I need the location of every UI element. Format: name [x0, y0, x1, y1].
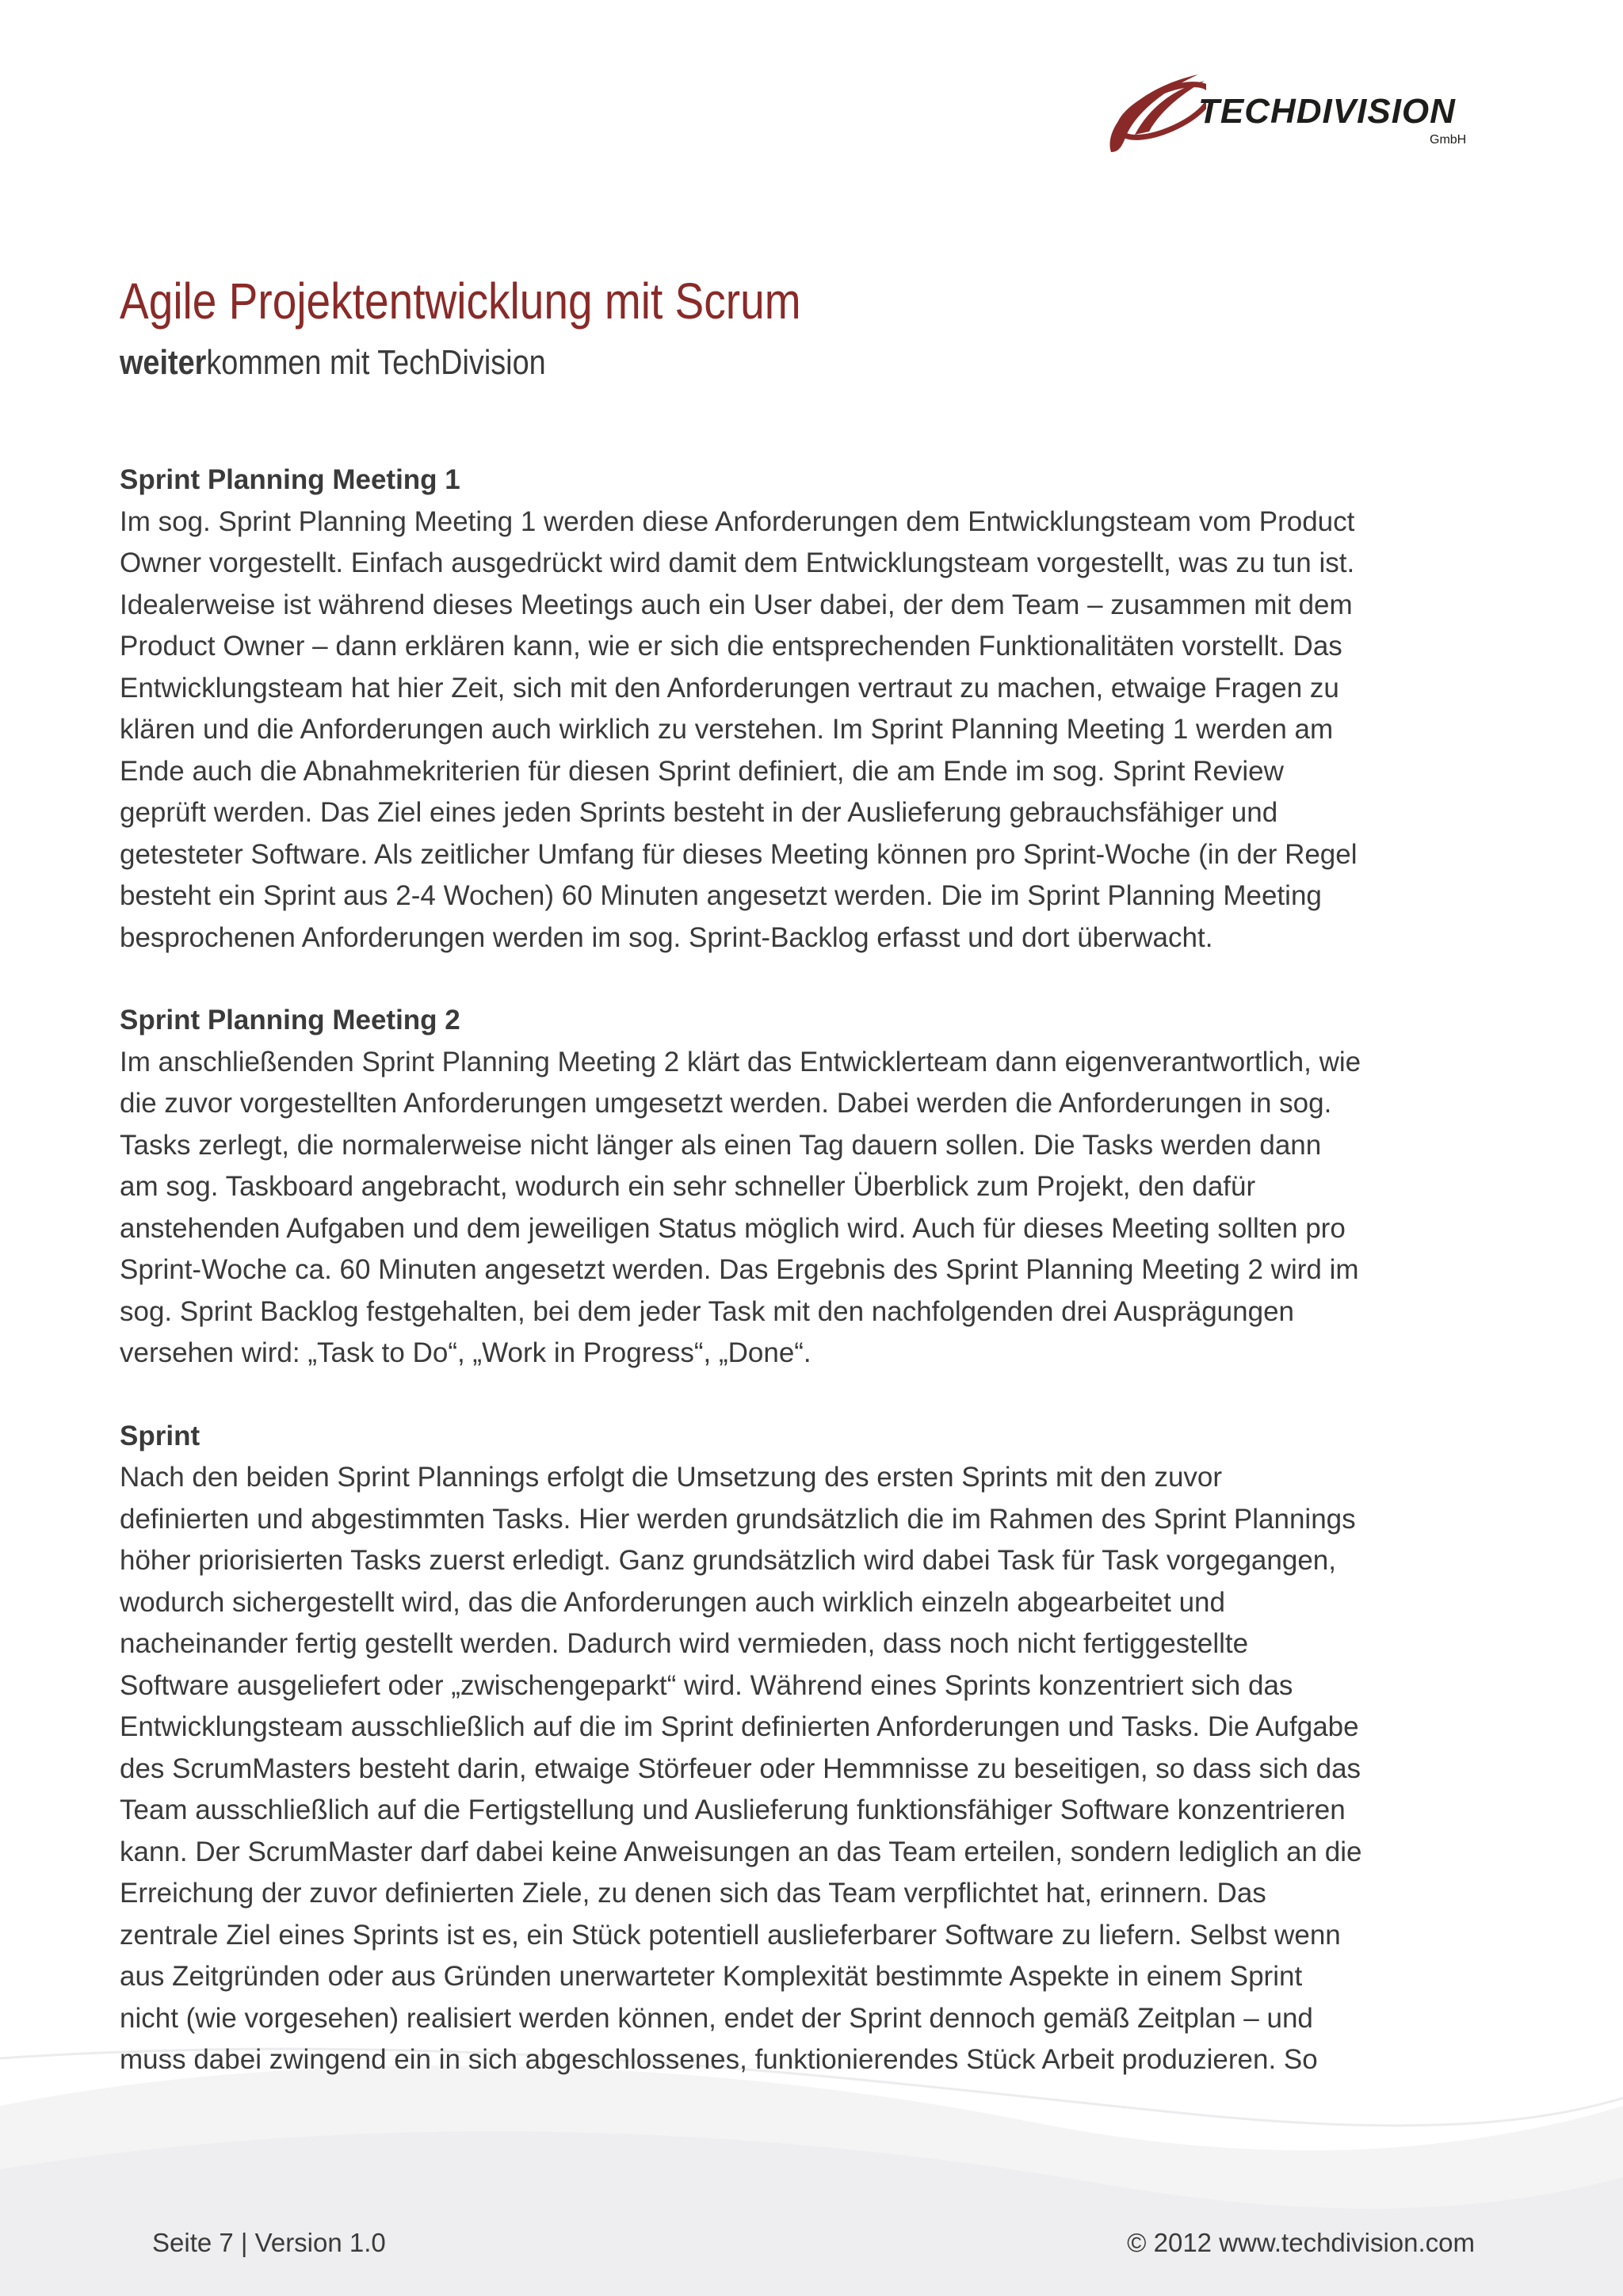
section-sprint-planning-2 [120, 1000, 1483, 1375]
section-body: Im sog. Sprint Planning Meeting 1 werden diese Anforderungen dem Entwicklungsteam vom Product Owner vorgestellt. Einfach ausgedrückt wird damit dem Entwicklungsteam vorgestellt, was zu tun ist. Idealerweise ist während dieses Meetings auch ein User dabei, der dem Team – zusammen mit dem Product Owner – dann erklären kann, wie er sich die entsprechenden Funktionalitäten vorstellt. Das Entwicklungsteam hat hier Zeit, sich mit den Anforderungen vertraut zu machen, etwaige Fragen zu klären und die Anforderungen auch wirklich zu verstehen. Im Sprint Planning Meeting 1 werden am Ende auch die Abnahmekriterien für diesen Sprint definiert, die am Ende im sog. Sprint Review geprüft werden. Das Ziel eines jeden Sprints besteht in der Auslieferung gebrauchsfähiger und getesteter Software. Als zeitlicher Umfang für dieses Meeting können pro Sprint-Woche (in der Regel besteht ein Sprint aus 2-4 Wochen) 60 Minuten angesetzt werden. Die im Sprint Planning Meeting besprochenen Anforderungen werden im sog. Sprint-Backlog erfasst und dort überwacht. [120, 505, 1358, 953]
subtitle-rest: kommen mit TechDivision [206, 343, 546, 382]
section-sprint [120, 1416, 1483, 2081]
page-subtitle [120, 343, 546, 383]
subtitle-bold: weiter [120, 343, 207, 382]
page-title: Agile Projektentwicklung mit Scrum [120, 273, 801, 330]
footer-page-info: Seite 7 | Version 1.0 [152, 2228, 386, 2257]
logo-subtext: GmbH [1430, 133, 1467, 147]
main-content [120, 460, 1483, 2122]
section-heading: Sprint Planning Meeting 2 [120, 1005, 460, 1035]
footer-copyright: © 2012 www.techdivision.com [1127, 2228, 1475, 2257]
section-heading: Sprint Planning Meeting 1 [120, 464, 460, 495]
swoosh-icon [1103, 65, 1206, 160]
logo-wordmark: TECHDIVISION [1198, 92, 1456, 131]
section-heading: Sprint [120, 1420, 200, 1451]
section-body: Nach den beiden Sprint Plannings erfolgt die Umsetzung des ersten Sprints mit den zuvor definierten und abgestimmten Tasks. Hier werden grundsätzlich die im Rahmen des Sprint Plannings höher priorisierten Tasks zuerst erledigt. Ganz grundsätzlich wird dabei Task für Task vorgegangen, wodurch sichergestellt wird, das die Anforderungen auch wirklich einzeln abgearbeitet und nacheinander fertig gestellt werden. Dadurch wird vermieden, dass noch nicht fertiggestellte Software ausgeliefert oder „zwischengeparkt“ wird. Während eines Sprints konzentriert sich das Entwicklungsteam ausschließlich auf die im Sprint definierten Anforderungen und Tasks. Die Aufgabe des ScrumMasters besteht darin, etwaige Störfeuer oder Hemmnisse zu beseitigen, so dass sich das Team ausschließlich auf die Fertigstellung und Auslieferung funktionsfähiger Software konzentrieren kann. Der ScrumMaster darf dabei keine Anweisungen an das Team erteilen, sondern lediglich an die Erreichung der zuvor definierten Ziele, zu denen sich das Team verpflichtet hat, erinnern. Das zentrale Ziel eines Sprints ist es, ein Stück potentiell auslieferbarer Software zu liefern. Selbst wenn aus Zeitgründen oder aus Gründen unerwarteter Komplexität bestimmte Aspekte in einem Sprint nicht (wie vorgesehen) realisiert werden können, endet der Sprint dennoch gemäß Zeitplan – und muss dabei zwingend ein in sich abgeschlossenes, funktionierendes Stück Arbeit produzieren. So [120, 1462, 1362, 2075]
section-sprint-planning-1 [120, 460, 1483, 959]
section-body: Im anschließenden Sprint Planning Meeting 2 klärt das Entwicklerteam dann eigenverantwortlich, wie die zuvor vorgestellten Anforderungen umgesetzt werden. Dabei werden die Anforderungen in sog. Tasks zerlegt, die normalerweise nicht länger als einen Tag dauern sollen. Die Tasks werden dann am sog. Taskboard angebracht, wodurch ein sehr schneller Überblick zum Projekt, den dafür anstehenden Aufgaben und dem jeweiligen Status möglich wird. Auch für dieses Meeting sollten pro Sprint-Woche ca. 60 Minuten angesetzt werden. Das Ergebnis des Sprint Planning Meeting 2 wird im sog. Sprint Backlog festgehalten, bei dem jeder Task mit den nachfolgenden drei Ausprägungen versehen wird: „Task to Do“, „Work in Progress“, „Done“. [120, 1046, 1361, 1368]
techdivision-logo [1103, 65, 1484, 160]
